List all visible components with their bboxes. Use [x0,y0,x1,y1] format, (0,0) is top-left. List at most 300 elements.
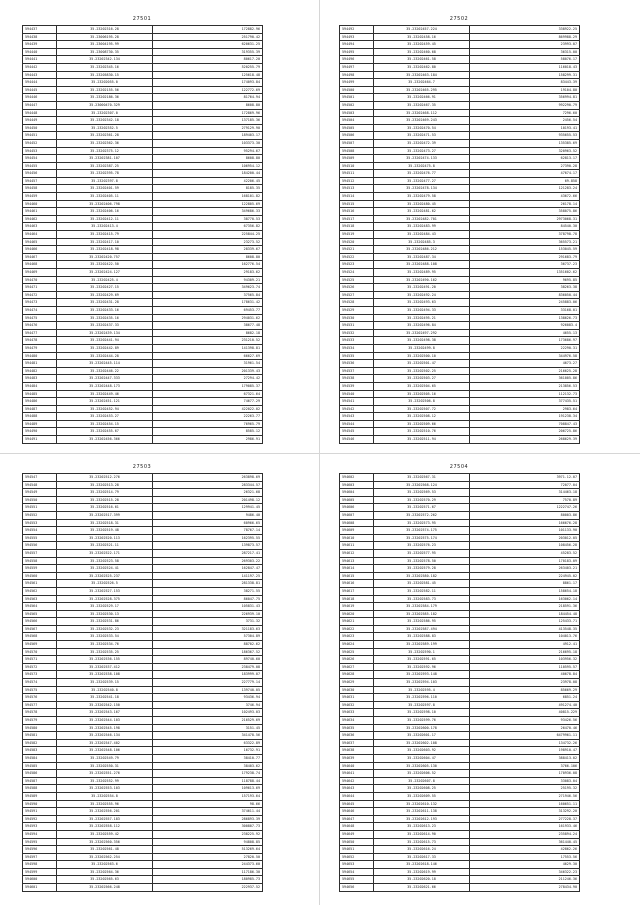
row-id-cell: 594488 [23,413,57,421]
code-cell: 35.23202539.15 [57,679,153,687]
row-id-cell: 594637 [340,739,374,747]
code-cell: 35.23202503.27 [374,375,470,383]
amount-cell: 225844.25 [153,231,263,239]
row-id-cell: 594474 [23,306,57,314]
amount-cell: 162395.55 [153,534,263,542]
table-row [23,557,263,565]
row-id-cell: 594476 [23,322,57,330]
code-cell: 35.23202307.0 [57,109,153,117]
table-row [340,86,580,94]
amount-cell: 8585.12 [153,428,263,436]
row-id-cell: 594630 [340,686,374,694]
table-row [23,193,263,201]
row-id-cell: 594503 [340,109,374,117]
amount-cell: 162847.47 [153,565,263,573]
code-cell: 35.23202520.113 [57,534,153,542]
row-id-cell: 594573 [23,671,57,679]
amount-cell: 139740.05 [153,686,263,694]
row-id-cell: 594475 [23,314,57,322]
table-row [340,853,580,861]
amount-cell: 110595.57 [470,663,580,671]
row-id-cell: 594611 [340,542,374,550]
amount-cell: 23978.08 [470,679,580,687]
amount-cell: 89740.60 [153,656,263,664]
table-row [340,709,580,717]
row-id-cell: 594597 [23,853,57,861]
code-cell: 35.23202422.50 [57,261,153,269]
table-row [340,739,580,747]
table-row [340,732,580,740]
row-id-cell: 594559 [23,565,57,573]
code-cell: 35.23202567.31 [374,474,470,482]
table-row [340,580,580,588]
row-id-cell: 594600 [23,876,57,884]
amount-cell: 491274.40 [470,701,580,709]
code-cell: 35.23202464.7 [374,79,470,87]
table-row [23,792,263,800]
code-cell: 35.23202462.80 [374,63,470,71]
code-cell: 35.23202492.24 [374,291,470,299]
table-row [23,656,263,664]
row-id-cell: 594528 [340,299,374,307]
row-id-cell: 594603 [340,481,374,489]
amount-cell: 361005.86 [470,375,580,383]
amount-cell: 356994.81 [470,94,580,102]
table-row [340,618,580,626]
code-cell: 35.23202431.28 [57,299,153,307]
code-cell: 35.23202481.62 [374,208,470,216]
code-cell: 35.23202620.18 [374,876,470,884]
amount-cell: 27820.50 [153,853,263,861]
code-cell: 35.23202532.23 [57,625,153,633]
row-id-cell: 594471 [23,284,57,292]
table-row [23,101,263,109]
amount-cell: 361440.45 [470,838,580,846]
row-id-cell: 594635 [340,724,374,732]
amount-cell: 129941.45 [153,504,263,512]
table-row [340,352,580,360]
table-row [23,382,263,390]
code-cell: 35.23202560.356 [57,838,153,846]
code-cell: 35.23202395.78 [57,170,153,178]
code-cell: 35.23202498.38 [374,337,470,345]
amount-cell: 344976.58 [470,352,580,360]
code-cell: 35.23202362.36 [57,139,153,147]
code-cell: 35.23202606.52 [374,770,470,778]
table-row [23,496,263,504]
code-cell: 35.23202456.366 [57,436,153,444]
code-cell: 35.23202510.76 [374,428,470,436]
table-row [340,587,580,595]
code-cell: 35.23202155.56 [57,86,153,94]
row-id-cell: 594556 [23,542,57,550]
code-cell: 35.23202549.79 [57,754,153,762]
amount-cell: 22263.77 [153,413,263,421]
code-cell: 35.23000470.329 [57,101,153,109]
page-title: 27502 [449,16,469,22]
table-row [23,830,263,838]
code-cell: 35.23004195.99 [57,41,153,49]
row-id-cell: 594451 [23,132,57,140]
code-cell: 35.23202615.73 [374,838,470,846]
row-id-cell: 594541 [340,398,374,406]
code-cell: 35.23202442.89 [57,344,153,352]
table-row [23,815,263,823]
code-cell: 35.23202484.43 [374,231,470,239]
code-cell: 35.23202521.11 [57,542,153,550]
amount-cell: 294031.62 [153,314,263,322]
amount-cell: 8608.80 [153,253,263,261]
code-cell: 35.23202460.68 [374,48,470,56]
row-id-cell: 594546 [340,436,374,444]
table-row [23,701,263,709]
amount-cell: 338922.25 [470,26,580,34]
amount-cell: 121283.24 [470,185,580,193]
amount-cell: 251790.42 [153,33,263,41]
code-cell: 35.23202495.21 [374,314,470,322]
table-row [340,170,580,178]
code-cell: 35.23202461.58 [374,56,470,64]
row-id-cell: 594596 [23,846,57,854]
amount-cell: 620631.25 [153,41,263,49]
row-id-cell: 594646 [340,808,374,816]
code-cell: 35.23202534.76 [57,641,153,649]
amount-cell: 66627.69 [153,352,263,360]
amount-cell: 26178.14 [470,200,580,208]
code-cell: 35.23202454.15 [57,420,153,428]
table-row [23,261,263,269]
data-table [22,473,263,892]
amount-cell: 836050.44 [470,291,580,299]
row-id-cell: 594612 [340,549,374,557]
amount-cell: 189403.17 [153,132,263,140]
table-row [23,26,263,34]
code-cell: 35.23202544.103 [57,717,153,725]
table-row [340,481,580,489]
row-id-cell: 594592 [23,815,57,823]
table-row [340,489,580,497]
row-id-cell: 594593 [23,823,57,831]
amount-cell: 6851.24 [470,694,580,702]
amount-cell: 57304.89 [153,633,263,641]
row-id-cell: 594456 [23,170,57,178]
amount-cell: 105831.43 [153,603,263,611]
amount-cell: 173686.97 [470,337,580,345]
amount-cell: 201498.12 [153,496,263,504]
code-cell: 35.23202469.243 [374,117,470,125]
table-row [340,41,580,49]
row-id-cell: 594567 [23,625,57,633]
table-row [23,489,263,497]
code-cell: 35.23202559.42 [57,830,153,838]
table-row [340,534,580,542]
code-cell: 35.23202515.28 [57,496,153,504]
code-cell: 35.23202514.79 [57,489,153,497]
code-cell: 35.23202476.77 [374,170,470,178]
row-id-cell: 594482 [23,367,57,375]
amount-cell: 122805.69 [153,200,263,208]
amount-cell: 216529.69 [153,717,263,725]
row-id-cell: 594656 [340,884,374,892]
amount-cell: 138626.73 [470,314,580,322]
row-id-cell: 594519 [340,231,374,239]
amount-cell: 3151.45 [153,724,263,732]
code-cell: 35.23202381.107 [57,155,153,163]
code-cell: 35.23202538.108 [57,671,153,679]
code-cell: 35.23202604.47 [374,754,470,762]
table-row [340,519,580,527]
amount-cell: 283344.57 [153,481,263,489]
code-cell: 35.23202483.99 [374,223,470,231]
table-row [23,63,263,71]
table-row [23,200,263,208]
amount-cell: 374611.44 [153,808,263,816]
row-id-cell: 594560 [23,572,57,580]
table-row [23,94,263,102]
amount-cell: 172869.96 [153,109,263,117]
amount-cell: 80003.86 [470,511,580,519]
table-row [23,276,263,284]
row-id-cell: 594485 [23,390,57,398]
table-row [340,48,580,56]
code-cell: 35.23202555.96 [57,800,153,808]
table-row [23,694,263,702]
code-cell: 35.23202542.150 [57,701,153,709]
row-id-cell: 594606 [340,504,374,512]
code-cell: 35.23202563.6 [57,861,153,869]
table-row [23,337,263,345]
amount-cell: 227779.14 [153,679,263,687]
table-row [340,314,580,322]
row-id-cell: 594601 [23,884,57,892]
row-id-cell: 594494 [340,41,374,49]
code-cell: 35.23202449.46 [57,390,153,398]
row-id-cell: 594442 [23,63,57,71]
row-id-cell: 594538 [340,375,374,383]
table-row [23,367,263,375]
table-row [23,868,263,876]
row-id-cell: 594558 [23,557,57,565]
row-id-cell: 594461 [23,208,57,216]
table-row [340,405,580,413]
table-row [340,79,580,87]
row-id-cell: 594604 [340,489,374,497]
code-cell: 35.23202482.701 [374,215,470,223]
table-row [23,223,263,231]
code-cell: 35.23202519.48 [57,527,153,535]
code-cell: 35.23008730.35 [57,48,153,56]
code-cell: 35.23202583.73 [374,595,470,603]
amount-cell: 346322.23 [470,868,580,876]
row-id-cell: 594615 [340,572,374,580]
code-cell: 35.23202504.65 [374,382,470,390]
code-cell: 35.23202467.35 [374,101,470,109]
table-row [340,139,580,147]
row-id-cell: 594449 [23,117,57,125]
row-id-cell: 594437 [23,26,57,34]
table-row [340,527,580,535]
table-row [23,709,263,717]
data-table [339,473,580,892]
amount-cell: 76965.79 [153,420,263,428]
table-row [340,208,580,216]
code-cell: 35.23202541.18 [57,694,153,702]
row-id-cell: 594460 [23,200,57,208]
amount-cell: 263403.21 [470,565,580,573]
code-cell: 35.23202558.112 [57,823,153,831]
code-cell: 35.23202427.15 [57,284,153,292]
table-row [23,299,263,307]
code-cell: 35.23202553.103 [57,785,153,793]
table-row [23,800,263,808]
row-id-cell: 594552 [23,511,57,519]
table-row [23,71,263,79]
code-cell: 35.23202418.98 [57,246,153,254]
code-cell: 35.23202528.375 [57,595,153,603]
amount-cell: 201339.43 [153,367,263,375]
row-id-cell: 594580 [23,724,57,732]
row-id-cell: 594536 [340,360,374,368]
amount-cell: 7296.60 [470,109,580,117]
row-id-cell: 594491 [23,436,57,444]
code-cell: 35.23202497.292 [374,329,470,337]
table-row [23,785,263,793]
amount-cell: 139873.57 [153,542,263,550]
amount-cell: 28339.67 [153,246,263,254]
code-cell: 35.23202401.59 [57,185,153,193]
code-cell: 35.23202465.295 [374,86,470,94]
table-row [23,132,263,140]
amount-cell: 935655.53 [470,132,580,140]
amount-cell: 365573.21 [470,238,580,246]
amount-cell: 141197.25 [153,572,263,580]
code-cell: 35.23202345.16 [57,63,153,71]
table-row [23,269,263,277]
table-row [23,770,263,778]
code-cell: 35.23202610.132 [374,800,470,808]
row-id-cell: 594618 [340,595,374,603]
code-cell: 35.23202505.16 [374,390,470,398]
amount-cell: 108456.28 [470,542,580,550]
table-row [340,633,580,641]
row-id-cell: 594501 [340,94,374,102]
row-id-cell: 594478 [23,337,57,345]
code-cell: 35.23202473.27 [374,147,470,155]
table-row [340,792,580,800]
row-id-cell: 594493 [340,33,374,41]
table-row [23,481,263,489]
row-id-cell: 594566 [23,618,57,626]
code-cell: 35.23202543.167 [57,709,153,717]
table-row [340,132,580,140]
row-id-cell: 594529 [340,306,374,314]
amount-cell: 213856.53 [470,382,580,390]
code-cell: 35.23202415.79 [57,231,153,239]
amount-cell: 62813.17 [470,155,580,163]
table-row [340,868,580,876]
row-id-cell: 594581 [23,732,57,740]
table-row [340,884,580,892]
page-title: 27504 [449,464,469,470]
table-row [23,398,263,406]
row-id-cell: 594548 [23,481,57,489]
amount-cell: 238225.92 [153,830,263,838]
row-id-cell: 594530 [340,314,374,322]
row-id-cell: 594480 [23,352,57,360]
row-id-cell: 594549 [23,489,57,497]
row-id-cell: 594629 [340,679,374,687]
row-id-cell: 594634 [340,717,374,725]
row-id-cell: 594465 [23,238,57,246]
table-row [23,603,263,611]
table-row [23,375,263,383]
amount-cell: 101133.90 [470,527,580,535]
row-id-cell: 594509 [340,155,374,163]
amount-cell: 4655.13 [470,329,580,337]
row-id-cell: 594446 [23,94,57,102]
row-id-cell: 594473 [23,299,57,307]
row-id-cell: 594455 [23,162,57,170]
row-id-cell: 594565 [23,610,57,618]
amount-cell: 69.858 [470,177,580,185]
code-cell: 35.23202446.22 [57,367,153,375]
amount-cell: 3731.32 [153,618,263,626]
row-id-cell: 594466 [23,246,57,254]
table-row [340,276,580,284]
row-id-cell: 594522 [340,253,374,261]
row-id-cell: 594496 [340,56,374,64]
row-id-cell: 594523 [340,261,374,269]
row-id-cell: 594584 [23,754,57,762]
amount-cell: 222937.52 [153,884,263,892]
code-cell: 35.23202474.133 [374,155,470,163]
amount-cell: 112132.73 [470,390,580,398]
row-id-cell: 594579 [23,717,57,725]
table-row [340,565,580,573]
row-id-cell: 594448 [23,109,57,117]
row-id-cell: 594564 [23,603,57,611]
code-cell: 35.23202458.16 [374,33,470,41]
row-id-cell: 594515 [340,200,374,208]
code-cell: 35.23202600.178 [374,724,470,732]
amount-cell: 9486.40 [153,511,263,519]
amount-cell: 63322.89 [153,739,263,747]
table-row [23,625,263,633]
table-row [23,633,263,641]
table-row [340,694,580,702]
row-id-cell: 594547 [23,474,57,482]
row-id-cell: 594569 [23,641,57,649]
table-row [23,231,263,239]
table-row [340,876,580,884]
code-cell: 35.23202533.54 [57,633,153,641]
table-row [340,185,580,193]
amount-cell: 163062.14 [470,595,580,603]
table-row [340,337,580,345]
table-row [23,641,263,649]
table-row [23,572,263,580]
data-table [339,25,580,444]
amount-cell: 377435.51 [470,398,580,406]
table-row [340,360,580,368]
table-row [23,504,263,512]
table-row [23,170,263,178]
row-id-cell: 594542 [340,405,374,413]
amount-cell: 170936.08 [470,770,580,778]
row-id-cell: 594447 [23,101,57,109]
code-cell: 35.23202511.94 [374,436,470,444]
code-cell: 35.23202582.11 [374,587,470,595]
